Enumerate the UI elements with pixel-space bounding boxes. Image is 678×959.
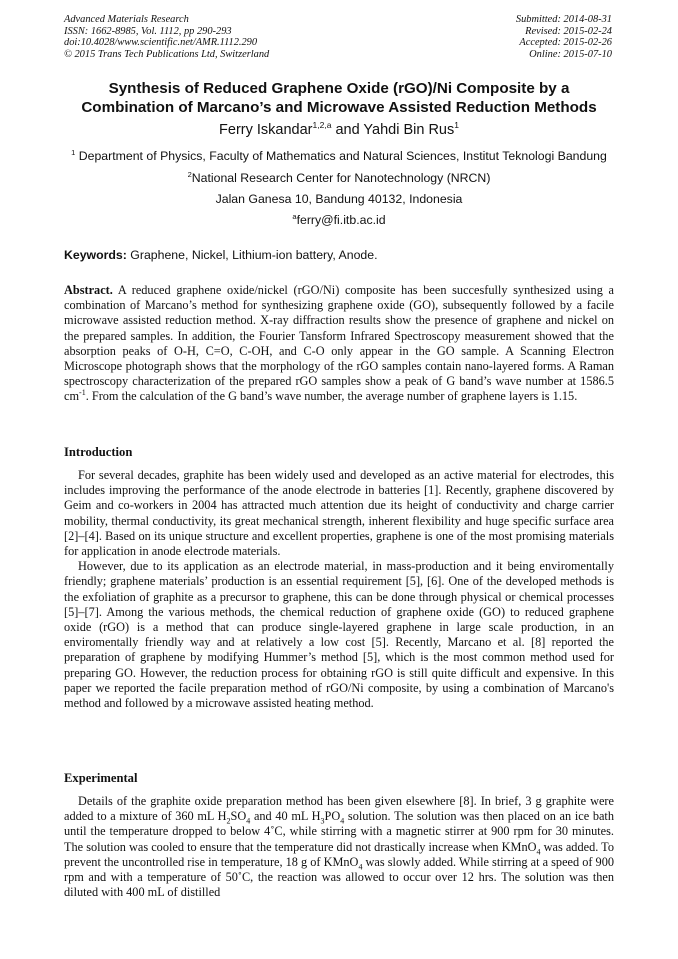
author-2: Yahdi Bin Rus bbox=[363, 122, 455, 138]
author-list bbox=[40, 122, 638, 138]
author-1: Ferry Iskandar bbox=[219, 122, 313, 138]
subscript: 4 bbox=[340, 816, 345, 826]
affiliation-1-mark: 1 bbox=[71, 147, 76, 157]
introduction-body bbox=[64, 468, 614, 711]
keywords-label: Keywords: bbox=[64, 248, 127, 262]
title-line-2: Combination of Marcano’s and Microwave Assisted Reduction Methods bbox=[81, 98, 597, 116]
author-2-affiliation-mark: 1 bbox=[454, 120, 459, 131]
experimental-body bbox=[64, 794, 614, 900]
revised-date: Revised: 2015-02-24 bbox=[525, 25, 612, 37]
publication-dates bbox=[516, 14, 612, 60]
affiliation-2 bbox=[40, 171, 638, 186]
title-line-1: Synthesis of Reduced Graphene Oxide (rGO)/Ni Composite by a bbox=[108, 80, 570, 97]
keywords-text: Graphene, Nickel, Lithium-ion battery, Anode. bbox=[126, 248, 378, 262]
submitted-date: Submitted: 2014-08-31 bbox=[515, 14, 612, 25]
corresponding-email bbox=[40, 213, 638, 228]
journal-name: Advanced Materials Research bbox=[64, 14, 189, 25]
introduction-paragraph-2: However, due to its application as an electrode material, in mass-production and it being enviromentally friendly; graphene materials’ production is an essential requirement [5], [6]. One of the developed methods is the exfoliation of graphite as a precursor to graphene, this can be done through physical or chemical processes [5]–[7]. Among the various methods, the chemical reduction of graphene oxide (GO) to reduced graphene oxide (rGO) is a method that can produce single-layered graphene in large scale production, in an enviromentally friendly way and at relatively a low cost [5]. Recently, Marcano et al. [8] reported the preparation of graphene by modifying Hummer’s method [5], which is the most common method used for preparing GO. However, the reduction process for obtaining rGO is still quite difficult and expensive. In this paper we reported the facile preparation method of rGO/Ni composite, by using a combination of Marcano's method and followed by a microwave assisted heating method. bbox=[64, 559, 614, 711]
author-1-affiliation-mark: 1,2,a bbox=[312, 120, 332, 131]
introduction-heading: Introduction bbox=[64, 445, 133, 459]
accepted-date: Accepted: 2015-02-26 bbox=[519, 37, 612, 49]
email-mark: a bbox=[292, 211, 297, 221]
abstract-label: Abstract. bbox=[64, 283, 113, 297]
experimental-text: was slowly added. While stirring at a speed of 900 rpm and with a temperature of 50˚C, the reaction was allowed to occur over 12 hrs. The solution was then diluted with 400 mL of distilled bbox=[64, 854, 615, 900]
copyright: © 2015 Trans Tech Publications Ltd, Switzerland bbox=[64, 48, 270, 60]
experimental-text: solution. The solution was then placed on an ice bath until the temperature dropped to below 4˚C, while stirring with a magnetic stirrer at 900 rpm for 30 minutes. The solution was cooled to ensure that the temperature did not drastically increase when KMnO bbox=[64, 809, 614, 854]
subscript: 4 bbox=[536, 847, 541, 857]
experimental-paragraph-1 bbox=[64, 794, 614, 900]
subscript: 4 bbox=[246, 816, 251, 826]
experimental-text: Details of the graphite oxide preparation method has been given elsewhere [8]. In brief, 3 g graphite were added to a mixture of 360 mL H bbox=[64, 794, 614, 824]
paper-title bbox=[40, 80, 638, 117]
email-address: ferry@fi.itb.ac.id bbox=[296, 213, 386, 227]
affiliation-2-text: National Research Center for Nanotechnology (NRCN) bbox=[191, 171, 491, 185]
keywords bbox=[64, 248, 378, 262]
online-date: Online: 2015-07-10 bbox=[529, 48, 612, 60]
abstract-text-part-2: . From the calculation of the G band’s wave number, the average number of graphene layers is 1.15. bbox=[85, 389, 578, 404]
abstract bbox=[64, 283, 614, 405]
wavenumber-unit-exponent: -1 bbox=[79, 388, 86, 398]
experimental-text: and 40 mL H bbox=[250, 809, 321, 824]
affiliation-address: Jalan Ganesa 10, Bandung 40132, Indonesia bbox=[215, 192, 463, 206]
experimental-text: was added. To prevent the uncontrolled rise in temperature, 18 g of KMnO bbox=[64, 839, 614, 869]
subscript: 3 bbox=[320, 816, 325, 826]
introduction-paragraph-1: For several decades, graphite has been widely used and developed as an active material for electrodes, this includes improving the performance of the anode electrode in batteries [1]. Recently, graphene discovered by Geim and co-workers in 2004 has attracted much attention due its height of conductivity and charge carrier mobility, thermal conductivity, its great mechanical strength, inherent flexibility and huge specific surface area [2]–[4]. Based on its unique structure and excellent properties, graphene is one of the most promising materials for application in anode electrode materials. bbox=[64, 468, 614, 559]
affiliation-1 bbox=[40, 149, 638, 164]
affiliation-1-text: Department of Physics, Faculty of Mathematics and Natural Sciences, Institut Teknologi Bandung bbox=[75, 149, 607, 163]
experimental-text: SO bbox=[230, 809, 247, 824]
author-conjunction: and bbox=[331, 122, 364, 138]
doi: doi:10.4028/www.scientific.net/AMR.1112.290 bbox=[64, 37, 258, 49]
subscript: 2 bbox=[226, 816, 231, 826]
experimental-text: PO bbox=[324, 809, 341, 824]
abstract-text-part-1: A reduced graphene oxide/nickel (rGO/Ni) composite has been succesfully synthesized using a combination of Marcano’s method for synthesizing graphene oxide (GO), subsequently followed by a facile microwave assisted reduction method. X-ray diffraction results show the presence of graphene and nickel on the prepared samples. In addition, the Fourier Tansform Infrared Spectroscopy measurement showed that the absorption peaks of O-H, C=O, C-OH, and C-O only appear in the GO sample. A Scanning Electron Microscope photograph shows that the morphology of the rGO samples contain nano-layered forms. A Raman spectroscopy characterization of the prepared rGO samples show a peak of G band’s wave number at 1586.5 cm bbox=[64, 283, 614, 404]
experimental-heading: Experimental bbox=[64, 771, 138, 785]
affiliation-2-mark: 2 bbox=[187, 169, 192, 179]
journal-info bbox=[64, 14, 269, 60]
subscript: 4 bbox=[358, 862, 363, 872]
issn: ISSN: 1662-8985, Vol. 1112, pp 290-293 bbox=[64, 25, 232, 37]
